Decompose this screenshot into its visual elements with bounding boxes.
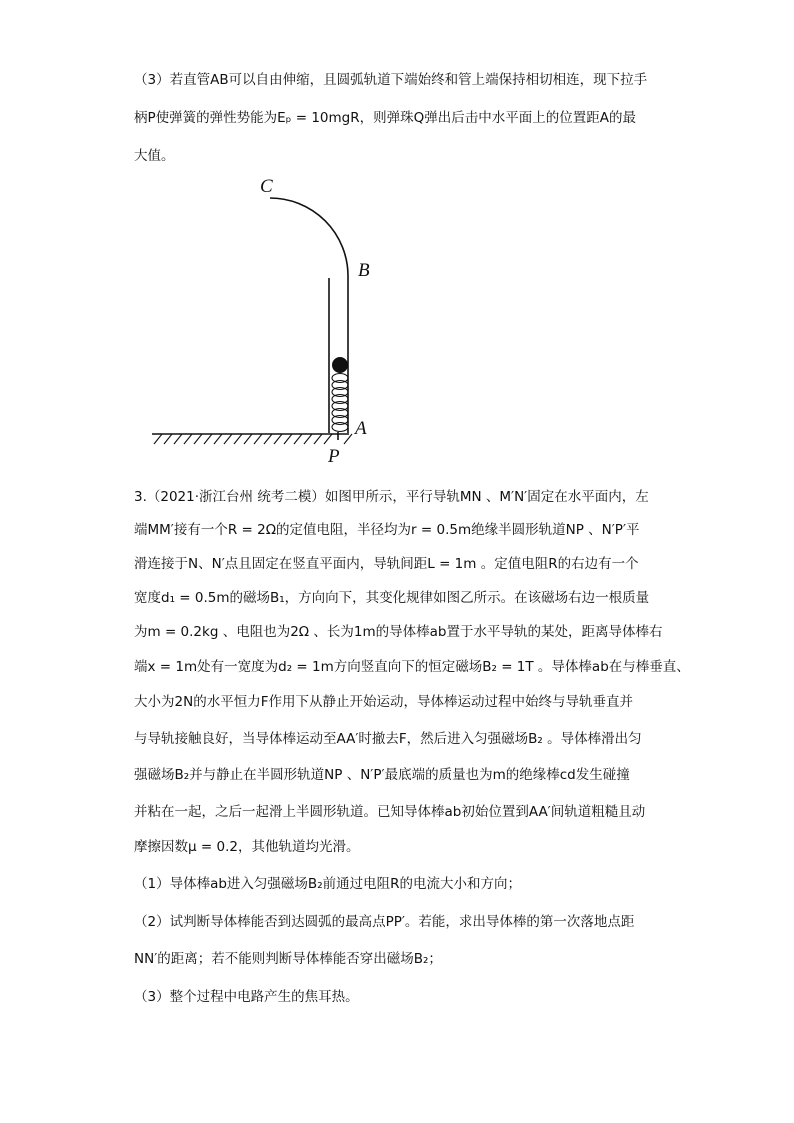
problem3-line10: 并粘在一起，之后一起滑上半圆形轨道。已知导体棒ab初始位置到AA′间轨道粗糙且动 bbox=[134, 804, 646, 820]
label-b: B bbox=[358, 260, 370, 281]
ball bbox=[332, 357, 348, 373]
pinball-figure bbox=[140, 168, 380, 473]
label-p: P bbox=[328, 446, 340, 467]
problem3-line6: 端x = 1m处有一宽度为d₂ = 1m方向竖直向下的恒定磁场B₂ = 1T 。导体棒ab在与棒垂直、 bbox=[134, 659, 690, 675]
problem3-line1: 3.（2021·浙江台州 统考二模）如图甲所示，平行导轨MN 、M′N′固定在水平面内，左 bbox=[134, 489, 649, 505]
problem3-question1: （1）导体棒ab进入匀强磁场B₂前通过电阻R的电流大小和方向； bbox=[134, 876, 521, 892]
prev-part3-line3: 大值。 bbox=[134, 148, 175, 164]
problem3-line7: 大小为2N的水平恒力F作用下从静止开始运动，导体棒运动过程中始终与导轨垂直并 bbox=[134, 694, 633, 710]
problem3-line11: 摩擦因数μ = 0.2，其他轨道均光滑。 bbox=[134, 839, 360, 855]
problem3-line8: 与导轨接触良好，当导体棒运动至AA′时撤去F，然后进入匀强磁场B₂ 。导体棒滑出匀 bbox=[134, 731, 642, 747]
prev-part3-line2: 柄P使弹簧的弹性势能为Eₚ = 10mgR，则弹珠Q弹出后击中水平面上的位置距A的最 bbox=[134, 110, 636, 126]
arc-track bbox=[270, 198, 348, 276]
label-c: C bbox=[260, 176, 273, 197]
spring bbox=[332, 374, 348, 432]
problem3-line4: 宽度d₁ = 0.5m的磁场B₁，方向向下，其变化规律如图乙所示。在该磁场右边一根质量 bbox=[134, 590, 650, 606]
problem3-line3: 滑连接于N、N′点且固定在竖直平面内，导轨间距L = 1m 。定值电阻R的右边有一个 bbox=[134, 556, 639, 572]
ground-hatch bbox=[154, 434, 352, 444]
problem3-question2-line1: （2）试判断导体棒能否到达圆弧的最高点PP′。若能，求出导体棒的第一次落地点距 bbox=[134, 914, 635, 930]
problem3-line5: 为m = 0.2kg 、电阻也为2Ω 、长为1m的导体棒ab置于水平导轨的某处，距离导体棒右 bbox=[134, 624, 663, 640]
label-a: A bbox=[355, 418, 367, 439]
problem3-question3: （3）整个过程中电路产生的焦耳热。 bbox=[134, 989, 359, 1005]
problem3-line9: 强磁场B₂并与静止在半圆形轨道NP 、N′P′最底端的质量也为m的绝缘棒cd发生碰撞 bbox=[134, 767, 630, 783]
figure-drawing bbox=[140, 168, 380, 473]
problem3-question2-line2: NN′的距离；若不能则判断导体棒能否穿出磁场B₂； bbox=[134, 951, 442, 967]
prev-part3-line1: （3）若直管AB可以自由伸缩，且圆弧轨道下端始终和管上端保持相切相连，现下拉手 bbox=[134, 72, 648, 88]
problem3-line2: 端MM′接有一个R = 2Ω的定值电阻，半径均为r = 0.5m绝缘半圆形轨道NP 、N′P′平 bbox=[134, 522, 640, 538]
